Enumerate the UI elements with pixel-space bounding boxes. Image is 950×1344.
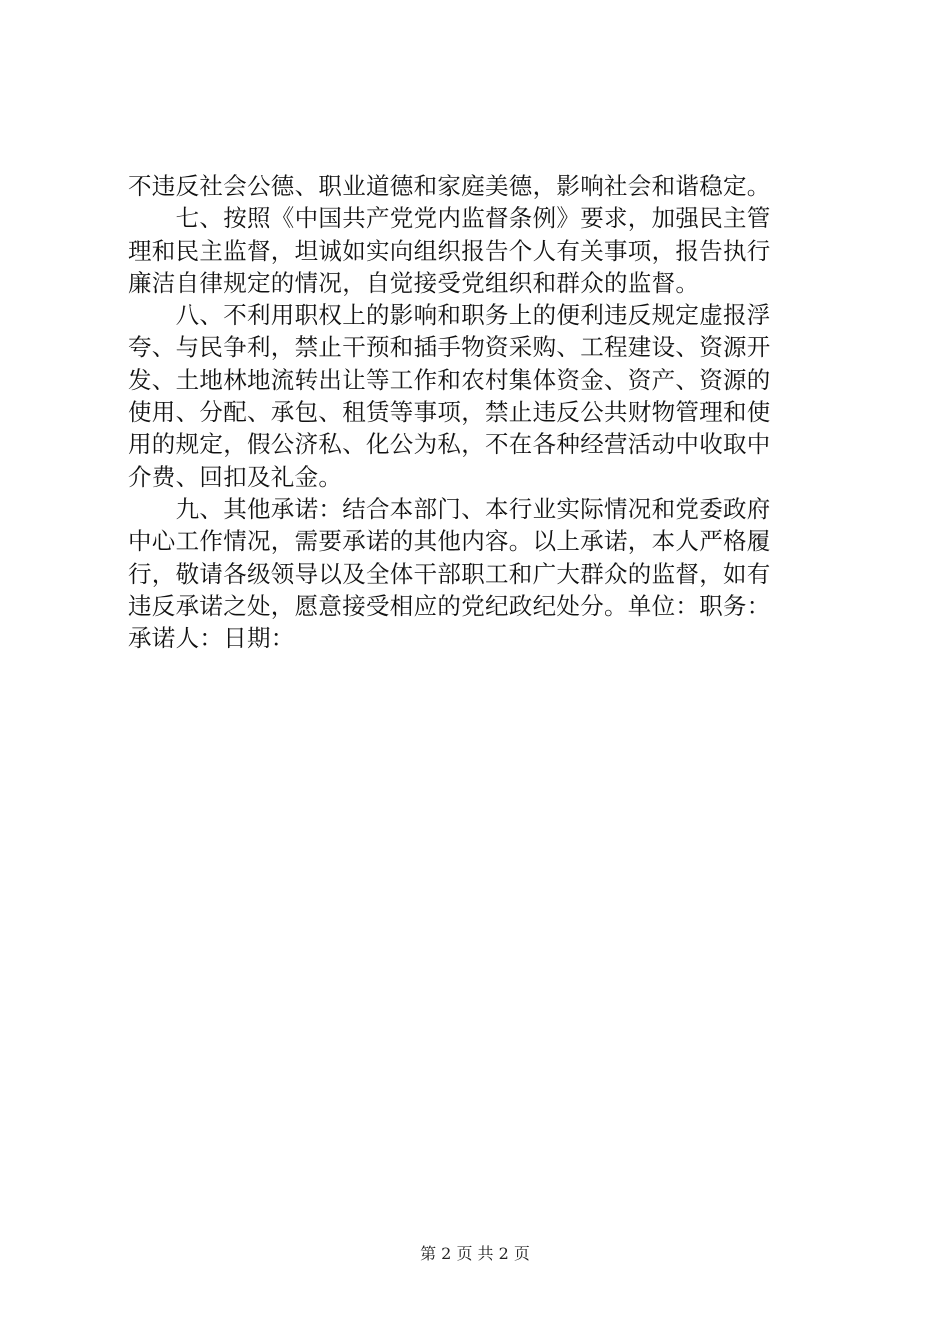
text-line: 廉洁自律规定的情况，自觉接受党组织和群众的监督。 bbox=[128, 268, 700, 297]
text-line: 违反承诺之处，愿意接受相应的党纪政纪处分。单位：职务： bbox=[128, 591, 771, 620]
text-line: 七、按照《中国共产党党内监督条例》要求，加强民主管 bbox=[128, 204, 771, 233]
text-line: 中心工作情况，需要承诺的其他内容。以上承诺，本人严格履 bbox=[128, 527, 771, 556]
text-line: 不违反社会公德、职业道德和家庭美德，影响社会和谐稳定。 bbox=[128, 172, 771, 200]
text-line: 承诺人：日期： bbox=[128, 624, 295, 653]
text-line: 用的规定，假公济私、化公为私，不在各种经营活动中收取中 bbox=[128, 430, 771, 459]
document-body bbox=[128, 170, 828, 654]
text-line: 九、其他承诺：结合本部门、本行业实际情况和党委政府 bbox=[128, 494, 771, 523]
text-line: 使用、分配、承包、租赁等事项，禁止违反公共财物管理和使 bbox=[128, 398, 771, 427]
text-line: 发、土地林地流转出让等工作和农村集体资金、资产、资源的 bbox=[128, 365, 771, 394]
text-line: 理和民主监督，坦诚如实向组织报告个人有关事项，报告执行 bbox=[128, 236, 771, 265]
page-number-footer: 第 2 页 共 2 页 bbox=[420, 1244, 530, 1263]
text-line: 行，敬请各级领导以及全体干部职工和广大群众的监督，如有 bbox=[128, 559, 771, 588]
text-line: 夸、与民争利，禁止干预和插手物资采购、工程建设、资源开 bbox=[128, 333, 771, 362]
text-line: 介费、回扣及礼金。 bbox=[128, 462, 343, 491]
text-line: 八、不利用职权上的影响和职务上的便利违反规定虚报浮 bbox=[128, 301, 771, 330]
